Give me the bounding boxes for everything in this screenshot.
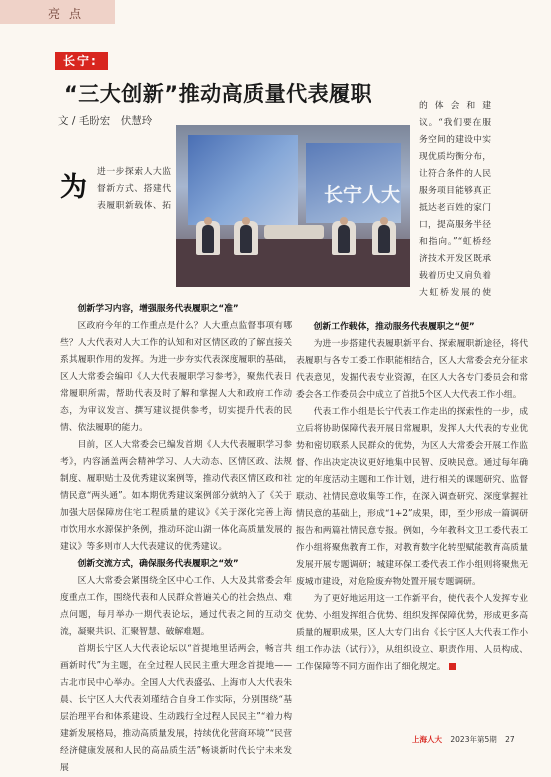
left-column — [60, 301, 292, 777]
paragraph-7 — [296, 591, 528, 676]
photo-stage-sign: 长宁人大 — [323, 184, 400, 206]
district-label: 长宁: — [55, 52, 108, 70]
drop-cap: 为 — [60, 172, 87, 203]
photo-person-head — [242, 217, 250, 225]
intro-text-a: 进一步探索人大监督新方式、搭建代表履职新载体、拓 — [97, 167, 171, 211]
section-heading-2: 创新交流方式，确保服务代表履职之“效” — [77, 559, 239, 569]
section-tag — [0, 0, 115, 24]
paragraph-6: 代表工作小组是长宁代表工作走出的探索性的一步，成立后将协助保障代表开展日常履职，发挥人大代表的专业优势和密切联系人民群众的优势，为区人大常委会开展工作监督、作出决定决议更好地集中民智、反映民意。通过每年确定的年度活动主题和工作计划，进行相关的课题研究、监督联动、社情民意收集等工作，在深入调查研究、深度掌握社情民意的基础上，形成“1+2”成果，即，至少形成一篇调研报告和两篇社情民意专报。例如，今年教科文卫工委代表工作小组将聚焦教育工作，对教育数字化转型赋能教育高质量发展开展专题调研；城建环保工委代表工作小组则将聚焦无废城市建设，对危险废弃物处置开展专题调研。 — [296, 407, 528, 587]
photo-person-head — [340, 217, 348, 225]
section-tag-label: 亮点 — [48, 7, 91, 21]
page-number: 27 — [505, 735, 515, 744]
article-title: “三大创新”推动高质量代表履职 — [64, 82, 373, 106]
article-byline: 文 / 毛盼宏 伏慧玲 — [58, 115, 153, 127]
paragraph-4-continued: 的体会和建议。“我们要在服务空间的建设中实现优质均衡分布，让符合条件的人民服务项目能够真正抵达老百姓的家门口，提高服务半径和指向。”“虹桥经济技术开发区既承载着历史又肩负着大虹桥发展的使 — [419, 101, 491, 298]
photo-person-head — [204, 217, 212, 225]
intro-paragraph-beside-dropcap — [97, 164, 171, 214]
paragraph-4: 首期长宁区人大代表论坛以“首提地里话两会，畅言共画新时代”为主题，在全过程人民民主重大理念首提地——古北市民中心举办。全国人大代表盛弘、上海市人大代表朱晨、长宁区人大代表刘瑾结合自身工作实际，分别围绕“基层治理平台和体系建设、生动践行全过程人民民主”“着力构建新发展格局，推动高质量发展，持续优化营商环境”“民营经济健康发展和人民的高品质生活”畅谈新时代长宁未来发展 — [60, 644, 292, 773]
photo-stage-screen — [188, 135, 298, 225]
issue-number: 2023年第5期 — [450, 735, 497, 744]
photo-person — [202, 225, 214, 253]
paragraph-2: 目前，区人大常委会已编发首期《人大代表履职学习参考》，内容涵盖两会精神学习、人大动态、区情区政、法规制度、履职贴士及优秀建议案例等，推动代表区情区政和社情民意“两头通”。如本期优秀建议案例部分就纳入了《关于加强大居保障房住宅工程质量的建议》《关于深化完善上海市饮用水水源保护条例，推动环淀山湖一体化高质量发展的建议》等多则市人大代表建议的优秀建议。 — [60, 440, 292, 552]
photo-table — [264, 225, 324, 239]
photo-person — [378, 225, 390, 253]
paragraph-7-text: 为了更好地运用这一工作新平台，使代表个人发挥专业优势、小组发挥组合优势、组织发挥保障优势，形成更多高质量的履职成果，区人大专门出台《长宁区人大代表工作小组工作办法（试行）》，从组织设立、职责作用、人员构成、工作保障等不同方面作出了细化规定。 — [296, 594, 528, 672]
article-photo — [176, 125, 410, 287]
paragraph-1: 区政府今年的工作重点是什么？人大重点监督事项有哪些？人大代表对人大工作的认知和对区情区政的了解直接关系其履职作用的发挥。为进一步夯实代表深度履职的基础，区人大常委会编印《人大代表履职学习参考》，聚焦代表日常履职所需，帮助代表及时了解和掌握人大和政府工作动态，为审议发言、撰写建议提供参考，切实提升代表的民情、依法履职的能力。 — [60, 321, 292, 433]
photo-person — [338, 225, 350, 253]
article-end-mark — [449, 663, 456, 670]
page-footer — [412, 734, 515, 745]
right-column — [296, 319, 528, 676]
paragraph-3: 区人大常委会紧围绕全区中心工作、人大及其常委会年度重点工作，围绕代表和人民群众普遍关心的社会热点、难点问题，每月举办一期代表论坛，通过代表之间的互动交流，凝聚共识、汇聚智慧、破解难题。 — [60, 576, 292, 637]
photo-person — [240, 225, 252, 253]
section-heading-1: 创新学习内容，增强服务代表履职之“准” — [77, 304, 239, 314]
paragraph-5: 为进一步搭建代表履职新平台、探索履职新途径，将代表履职与各专工委工作职能相结合，区人大常委会充分征求代表意见，发掘代表专业资源，在区人大各专门委员会和常委会各工作委员会中成立了首批5个区人大代表工作小组。 — [296, 339, 528, 400]
photo-person-head — [380, 217, 388, 225]
magazine-name: 上海人大 — [412, 735, 442, 744]
right-column-top — [419, 98, 491, 302]
section-heading-3: 创新工作载体，推动服务代表履职之“便” — [313, 322, 475, 332]
